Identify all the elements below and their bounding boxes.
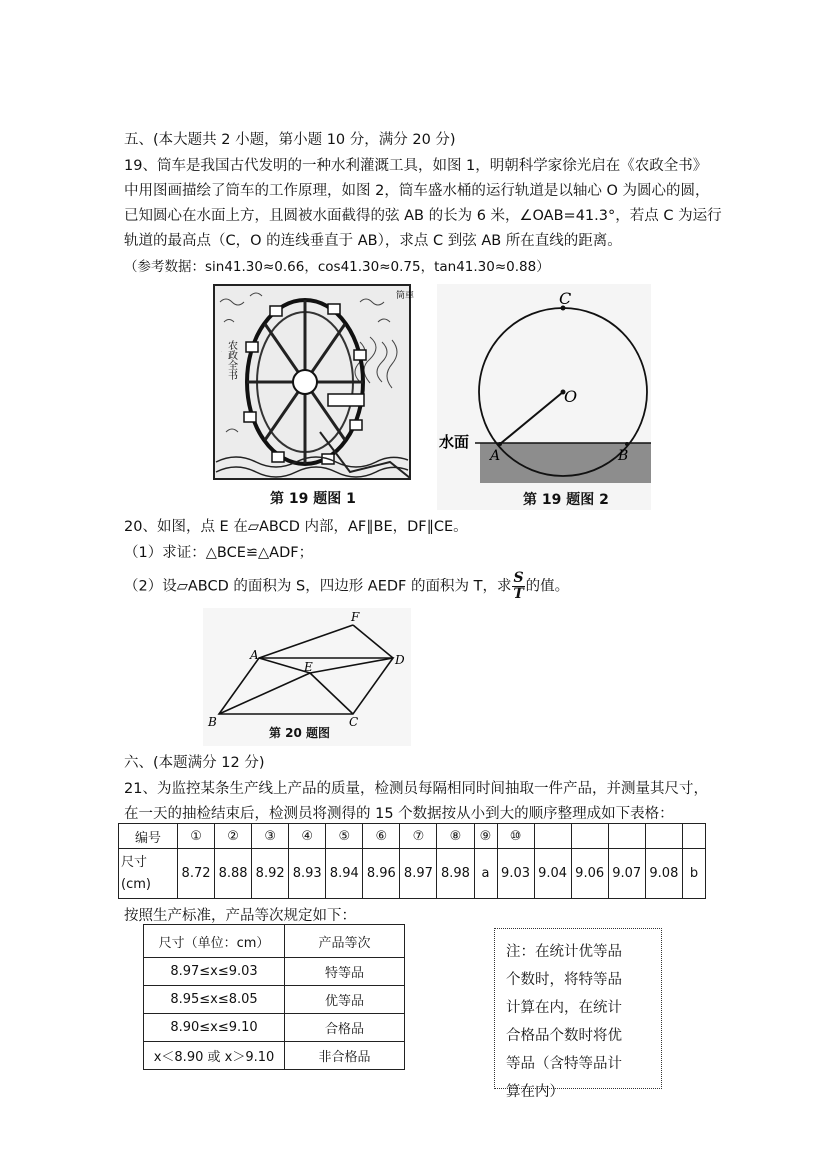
point-b-label: B xyxy=(618,448,629,464)
circle-diagram xyxy=(437,284,651,510)
s-over-t-fraction xyxy=(512,571,524,602)
number-cell: ⑤ xyxy=(326,824,363,849)
note-line: 计算在内，在统计 xyxy=(506,1000,622,1016)
header-grade: 产品等次 xyxy=(285,925,405,958)
value-cell: 9.06 xyxy=(571,849,608,899)
fig3-label-d: D xyxy=(395,653,405,667)
note-line: 等品（含特等品计 xyxy=(506,1056,622,1072)
note-box xyxy=(494,928,662,1100)
number-cell: ⑧ xyxy=(437,824,474,849)
value-cell: a xyxy=(474,849,497,899)
figure-19-1 xyxy=(210,282,418,510)
q19-line3: 已知圆心在水面上方，且圆被水面截得的弦 AB 的长为 6 米，∠OAB=41.3°，若点 C 为运行 xyxy=(124,208,722,224)
point-a-label: A xyxy=(490,448,501,464)
section6-header: 六、(本题满分 12 分) xyxy=(124,755,265,771)
q19-reference-data: （参考数据：sin41.30≈0.66，cos41.30≈0.75，tan41.30≈0.88） xyxy=(124,259,550,275)
q20-part2 xyxy=(124,571,569,602)
q20-line1: 20、如图，点 E 在▱ABCD 内部，AF∥BE，DF∥CE。 xyxy=(124,519,468,535)
value-cell: 9.08 xyxy=(645,849,682,899)
number-cell xyxy=(534,824,571,849)
number-cell xyxy=(571,824,608,849)
unit-label: (cm) xyxy=(121,876,151,892)
section5-header: 五、(本大题共 2 小题，第小题 10 分，满分 20 分) xyxy=(124,132,456,148)
grade-table-header xyxy=(144,925,405,958)
range-cell: 8.97≤x≤9.03 xyxy=(144,958,285,986)
point-c-label: C xyxy=(559,289,572,308)
number-cell: ⑨ xyxy=(474,824,497,849)
range-cell: 8.90≤x≤9.10 xyxy=(144,1014,285,1042)
number-cell: ④ xyxy=(289,824,326,849)
value-cell: b xyxy=(683,849,706,899)
size-label: 尺寸 xyxy=(121,854,148,870)
figure-19-2 xyxy=(437,284,651,510)
q19-line1: 19、筒车是我国古代发明的一种水利灌溉工具，如图 1，明朝科学家徐光启在《农政全书》 xyxy=(124,158,708,174)
note-line: 合格品个数时将优 xyxy=(506,1028,622,1044)
value-cell: 9.03 xyxy=(497,849,534,899)
row-label-number: 编号 xyxy=(119,824,178,849)
number-cell: ① xyxy=(178,824,215,849)
q19-line4: 轨道的最高点（C，O 的连线垂直于 AB），求点 C 到弦 AB 所在直线的距离。 xyxy=(124,233,622,249)
grade-cell: 特等品 xyxy=(285,958,405,986)
q20-part2-text-b: 的值。 xyxy=(525,578,570,595)
table-row-size xyxy=(119,849,706,899)
grade-cell: 合格品 xyxy=(285,1014,405,1042)
row-label-size xyxy=(119,849,178,899)
header-size: 尺寸（单位：cm） xyxy=(144,925,285,958)
fig3-caption: 第 20 题图 xyxy=(269,726,331,740)
table-row xyxy=(144,1042,405,1070)
fig3-label-a: A xyxy=(250,648,259,662)
note-line: 个数时，将特等品 xyxy=(506,972,622,988)
figure-20 xyxy=(203,608,411,746)
grade-cell: 非合格品 xyxy=(285,1042,405,1070)
value-cell: 8.96 xyxy=(363,849,400,899)
fig3-label-e: E xyxy=(304,660,313,674)
value-cell: 8.72 xyxy=(178,849,215,899)
value-cell: 8.92 xyxy=(252,849,289,899)
fig3-label-f: F xyxy=(351,610,360,624)
value-cell: 8.93 xyxy=(289,849,326,899)
point-o-label: O xyxy=(564,387,578,406)
table-row xyxy=(144,986,405,1014)
number-cell xyxy=(608,824,645,849)
number-cell: ⑥ xyxy=(363,824,400,849)
value-cell: 8.88 xyxy=(215,849,252,899)
fig1-caption: 第 19 题图 1 xyxy=(270,491,356,507)
fig1-inscription: 农政全书 xyxy=(225,340,237,380)
table-row xyxy=(144,958,405,986)
grade-cell: 优等品 xyxy=(285,986,405,1014)
fig1-corner-mark: 筒車 xyxy=(396,291,415,301)
number-cell xyxy=(683,824,706,849)
q21-line1: 21、为监控某条生产线上产品的质量，检测员每隔相同时间抽取一件产品，并测量其尺寸， xyxy=(124,781,708,797)
fraction-denominator: T xyxy=(513,586,524,602)
table-row-number xyxy=(119,824,706,849)
note-line: 算在内） xyxy=(506,1084,564,1100)
number-cell: ⑩ xyxy=(497,824,534,849)
value-cell: 8.98 xyxy=(437,849,474,899)
value-cell: 8.97 xyxy=(400,849,437,899)
number-cell xyxy=(645,824,682,849)
range-cell: 8.95≤x≤8.05 xyxy=(144,986,285,1014)
fig3-label-b: B xyxy=(208,715,217,729)
water-label: 水面 xyxy=(439,433,470,451)
q20-part1: （1）求证：△BCE≌△ADF； xyxy=(124,545,314,561)
value-cell: 9.07 xyxy=(608,849,645,899)
number-cell: ② xyxy=(215,824,252,849)
fraction-numerator: S xyxy=(513,570,524,586)
table-row xyxy=(144,1014,405,1042)
fig3-label-c: C xyxy=(349,715,359,729)
measurement-table xyxy=(118,823,706,899)
note-line: 注：在统计优等品 xyxy=(506,944,622,960)
standard-intro: 按照生产标准，产品等次规定如下： xyxy=(124,908,356,924)
number-cell: ⑦ xyxy=(400,824,437,849)
q20-part2-text-a: （2）设▱ABCD 的面积为 S，四边形 AEDF 的面积为 T，求 xyxy=(124,578,512,595)
value-cell: 9.04 xyxy=(534,849,571,899)
value-cell: 8.94 xyxy=(326,849,363,899)
q21-line2: 在一天的抽检结束后，检测员将测得的 15 个数据按从小到大的顺序整理成如下表格： xyxy=(124,806,674,822)
fig2-caption: 第 19 题图 2 xyxy=(523,492,609,508)
q19-line2: 中用图画描绘了筒车的工作原理，如图 2，筒车盛水桶的运行轨道是以轴心 O 为圆心的圆， xyxy=(124,183,710,199)
range-cell: x＜8.90 或 x＞9.10 xyxy=(144,1042,285,1070)
number-cell: ③ xyxy=(252,824,289,849)
grade-standard-table xyxy=(143,924,405,1070)
waterwheel-illustration xyxy=(210,282,418,510)
